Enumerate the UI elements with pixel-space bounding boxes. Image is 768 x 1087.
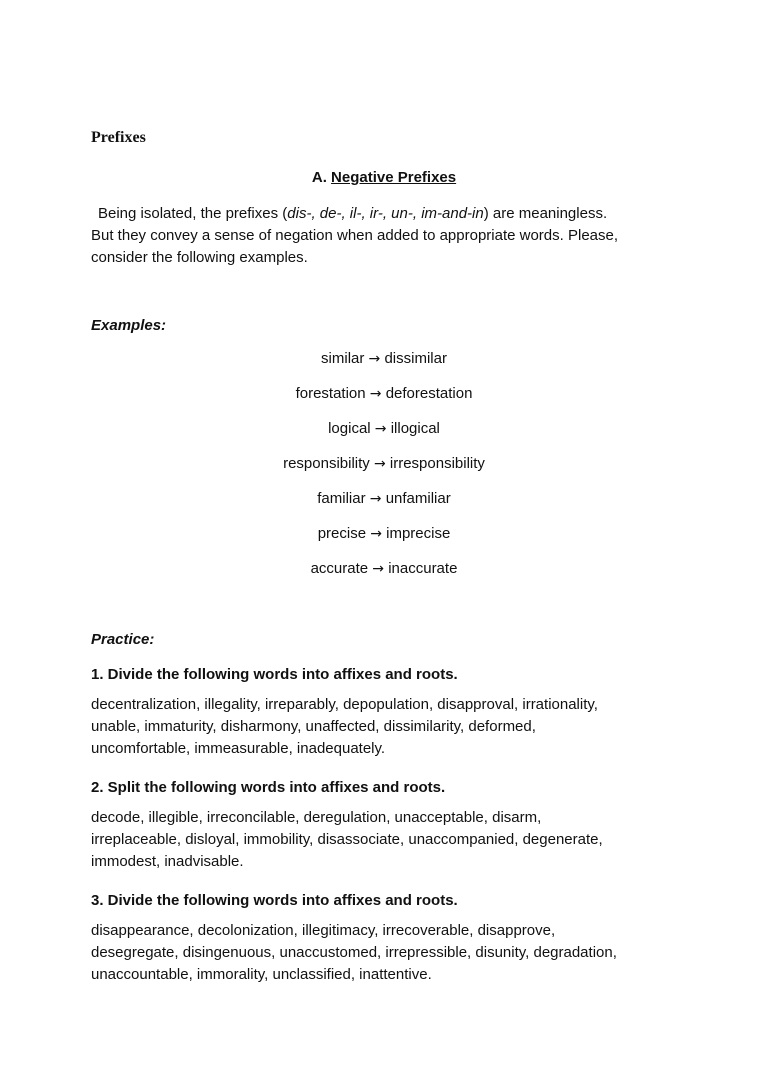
task-heading: 3. Divide the following words into affixes and roots. bbox=[91, 892, 458, 909]
example-item bbox=[0, 349, 768, 384]
intro-line-3: consider the following examples. bbox=[91, 249, 308, 266]
word-list-line: desegregate, disingenuous, unaccustomed, irrepressible, disunity, degradation, bbox=[91, 944, 617, 961]
arrow-icon: → bbox=[372, 561, 385, 577]
example-derived: irresponsibility bbox=[389, 455, 485, 472]
example-base: accurate bbox=[310, 560, 369, 577]
task-word-list bbox=[91, 807, 691, 873]
arrow-icon: → bbox=[373, 456, 386, 472]
example-list bbox=[0, 349, 768, 594]
page-title: Prefixes bbox=[91, 129, 146, 146]
example-base: logical bbox=[328, 420, 371, 437]
example-item bbox=[0, 384, 768, 419]
example-base: similar bbox=[321, 350, 365, 367]
word-list-line: unable, immaturity, disharmony, unaffected, dissimilarity, deformed, bbox=[91, 718, 536, 735]
example-derived: unfamiliar bbox=[385, 490, 451, 507]
section-heading-text: Negative Prefixes bbox=[331, 169, 457, 186]
prefix-list: dis-, de-, il-, ir-, un-, im-and-in bbox=[287, 205, 484, 222]
intro-text-start: Being isolated, the prefixes ( bbox=[98, 205, 288, 222]
example-derived: imprecise bbox=[386, 525, 451, 542]
practice-label: Practice: bbox=[91, 631, 155, 648]
example-derived: illogical bbox=[390, 420, 440, 437]
section-heading bbox=[0, 168, 768, 188]
word-list-line: immodest, inadvisable. bbox=[91, 853, 244, 870]
arrow-icon: → bbox=[369, 386, 382, 402]
intro-line-1 bbox=[91, 203, 691, 225]
word-list-line: decode, illegible, irreconcilable, deregulation, unacceptable, disarm, bbox=[91, 809, 542, 826]
example-item bbox=[0, 454, 768, 489]
example-base: precise bbox=[317, 525, 367, 542]
example-base: forestation bbox=[295, 385, 366, 402]
intro-line-2: But they convey a sense of negation when added to appropriate words. Please, bbox=[91, 227, 619, 244]
task-word-list bbox=[91, 920, 691, 986]
section-marker: A. bbox=[311, 169, 327, 186]
arrow-icon: → bbox=[369, 491, 382, 507]
example-derived: dissimilar bbox=[384, 350, 447, 367]
example-derived: inaccurate bbox=[388, 560, 458, 577]
task-heading: 1. Divide the following words into affixes and roots. bbox=[91, 666, 458, 683]
intro-text-end: ) are meaningless. bbox=[483, 205, 608, 222]
word-list-line: uncomfortable, immeasurable, inadequately. bbox=[91, 740, 386, 757]
example-base: responsibility bbox=[283, 455, 370, 472]
task-word-list bbox=[91, 694, 691, 760]
word-list-line: irreplaceable, disloyal, immobility, disassociate, unaccompanied, degenerate, bbox=[91, 831, 603, 848]
practice-task-2 bbox=[91, 778, 691, 873]
arrow-icon: → bbox=[374, 421, 387, 437]
word-list-line: unaccountable, immorality, unclassified, inattentive. bbox=[91, 966, 432, 983]
word-list-line: decentralization, illegality, irreparably, depopulation, disapproval, irrationality, bbox=[91, 696, 598, 713]
example-derived: deforestation bbox=[385, 385, 473, 402]
practice-task-3 bbox=[91, 891, 691, 986]
task-heading: 2. Split the following words into affixes and roots. bbox=[91, 779, 446, 796]
arrow-icon: → bbox=[370, 526, 382, 542]
practice-task-1 bbox=[91, 665, 691, 760]
example-item bbox=[0, 559, 768, 594]
intro-paragraph bbox=[91, 203, 691, 269]
word-list-line: disappearance, decolonization, illegitimacy, irrecoverable, disapprove, bbox=[91, 922, 556, 939]
example-item bbox=[0, 489, 768, 524]
examples-label: Examples: bbox=[91, 317, 167, 334]
example-item bbox=[0, 419, 768, 454]
example-base: familiar bbox=[317, 490, 366, 507]
example-item bbox=[0, 524, 768, 559]
arrow-icon: → bbox=[368, 351, 381, 367]
